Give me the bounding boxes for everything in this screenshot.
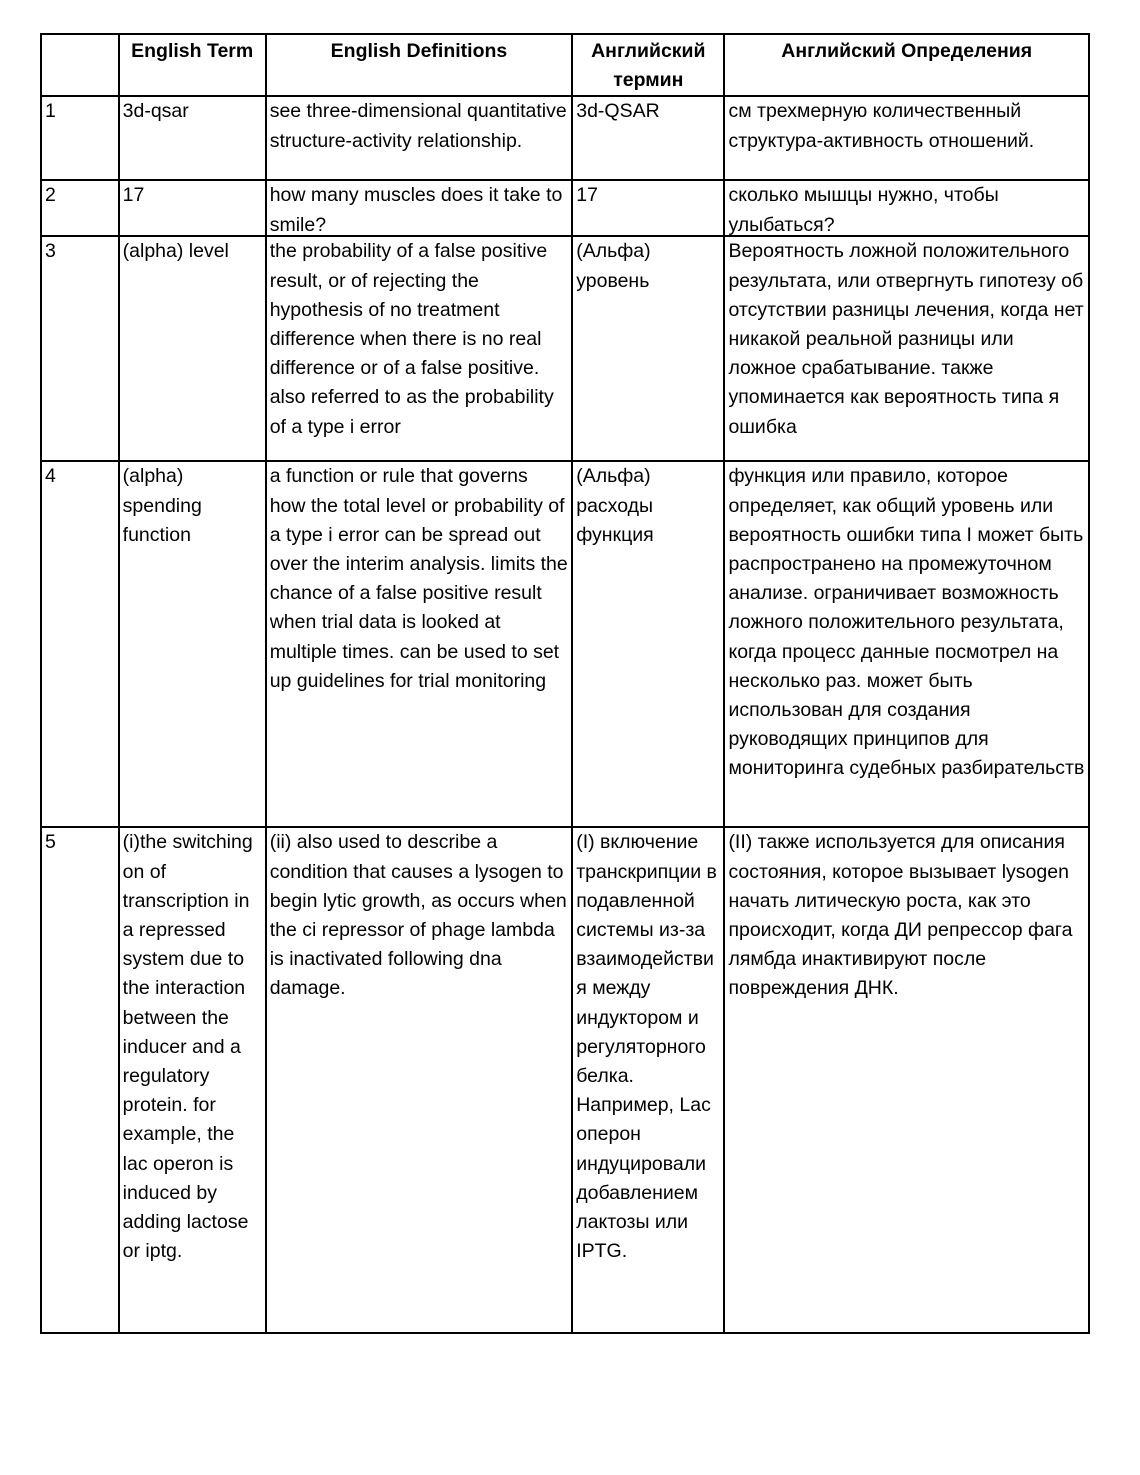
russian-term-cell: 3d-QSAR: [572, 96, 724, 180]
english-term-cell: (i)the switching on of transcription in a repressed system due to the interaction between the inducer and a regulatory protein. for example, the lac operon is induced by adding lactose or iptg.: [119, 827, 266, 1333]
russian-definition-cell: функция или правило, которое определяет, как общий уровень или вероятность ошибки типа I может быть распространено на промежуточном анализе. ограничивает возможность ложного положительного результата, когда процесс данные посмотрел на несколько раз. может быть использован для создания руководящих принципов для мониторинга судебных разбирательств: [724, 461, 1089, 827]
english-term-cell: 3d-qsar: [119, 96, 266, 180]
header-english-term: English Term: [119, 34, 266, 96]
russian-definition-cell: см трехмерную количественный структура-активность отношений.: [724, 96, 1089, 180]
table-row: [41, 96, 1089, 180]
table-header-row: [41, 34, 1089, 96]
header-number: [41, 34, 119, 96]
row-number: 1: [41, 96, 119, 180]
english-definition-cell: (ii) also used to describe a condition that causes a lysogen to begin lytic growth, as occurs when the ci repressor of phage lambda is inactivated following dna damage.: [266, 827, 573, 1333]
english-definition-cell: the probability of a false positive result, or of rejecting the hypothesis of no treatment difference when there is no real difference or of a false positive. also referred to as the probability of a type i error: [266, 236, 573, 461]
row-number: 5: [41, 827, 119, 1333]
english-definition-cell: see three-dimensional quantitative structure-activity relationship.: [266, 96, 573, 180]
english-definition-cell: how many muscles does it take to smile?: [266, 180, 573, 236]
header-russian-definition: Английский Определения: [724, 34, 1089, 96]
english-term-cell: (alpha) level: [119, 236, 266, 461]
english-term-cell: (alpha) spending function: [119, 461, 266, 827]
header-english-definition: English Definitions: [266, 34, 573, 96]
russian-definition-cell: сколько мышцы нужно, чтобы улыбаться?: [724, 180, 1089, 236]
russian-term-cell: (Альфа) уровень: [572, 236, 724, 461]
glossary-table: [40, 33, 1090, 1334]
russian-term-cell: (Альфа) расходы функция: [572, 461, 724, 827]
table-row: [41, 180, 1089, 236]
english-definition-cell: a function or rule that governs how the total level or probability of a type i error can be spread out over the interim analysis. limits the chance of a false positive result when trial data is looked at multiple times. can be used to set up guidelines for trial monitoring: [266, 461, 573, 827]
table-row: [41, 461, 1089, 827]
header-russian-term: Английский термин: [572, 34, 724, 96]
row-number: 2: [41, 180, 119, 236]
table-row: [41, 236, 1089, 461]
russian-term-cell: 17: [572, 180, 724, 236]
row-number: 3: [41, 236, 119, 461]
table-row: [41, 827, 1089, 1333]
russian-definition-cell: (II) также используется для описания состояния, которое вызывает lysogen начать литическую роста, как это происходит, когда ДИ репрессор фага лямбда инактивируют после повреждения ДНК.: [724, 827, 1089, 1333]
english-term-cell: 17: [119, 180, 266, 236]
russian-definition-cell: Вероятность ложной положительного результата, или отвергнуть гипотезу об отсутствии разницы лечения, когда нет никакой реальной разницы или ложное срабатывание. также упоминается как вероятность типа я ошибка: [724, 236, 1089, 461]
russian-term-cell: (I) включение транскрипции в подавленной системы из-за взаимодействия между индуктором и регуляторного белка. Например, Lac оперон индуцировали добавлением лактозы или IPTG.: [572, 827, 724, 1333]
row-number: 4: [41, 461, 119, 827]
